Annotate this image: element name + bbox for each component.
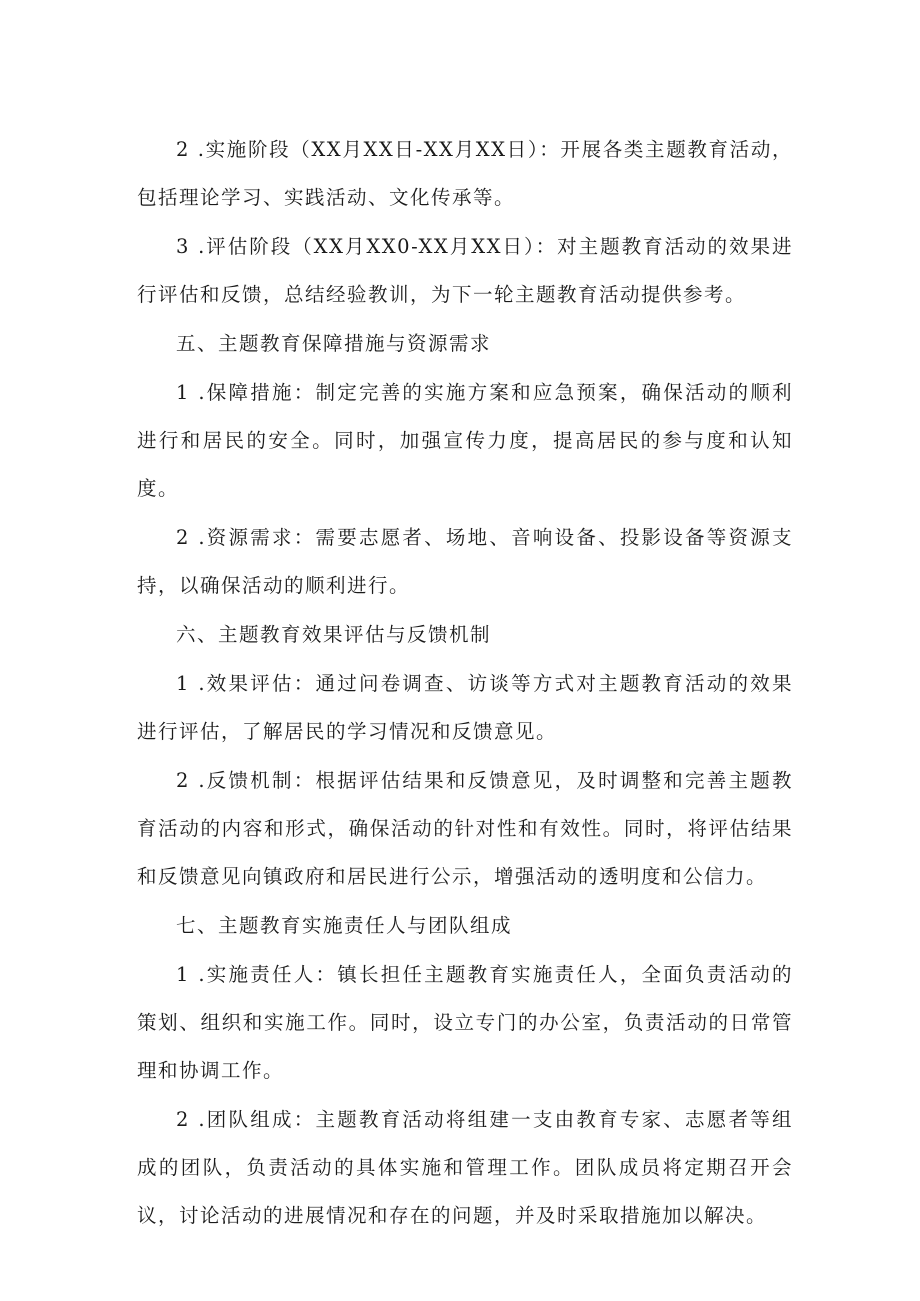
paragraph-feedback: 2 .反馈机制：根据评估结果和反馈意见，及时调整和完善主题教育活动的内容和形式，确保活动的针对性和有效性。同时，将评估结果和反馈意见向镇政府和居民进行公示，增强活动的透明度和公信力。 xyxy=(137,769,793,888)
section-heading-7: 七、主题教育实施责任人与团队组成 xyxy=(176,914,513,937)
paragraph-team: 2 .团队组成：主题教育活动将组建一支由教育专家、志愿者等组成的团队，负责活动的具体实施和管理工作。团队成员将定期召开会议，讨论活动的进展情况和存在的问题，并及时采取措施加以解决。 xyxy=(137,1108,793,1227)
paragraph-stage-3: 3 .评估阶段（XX月XX0-XX月XX日）：对主题教育活动的效果进行评估和反馈，总结经验教训，为下一轮主题教育活动提供参考。 xyxy=(137,235,793,306)
paragraph-evaluation: 1 .效果评估：通过问卷调查、访谈等方式对主题教育活动的效果进行评估，了解居民的学习情况和反馈意见。 xyxy=(137,672,793,743)
section-heading-5: 五、主题教育保障措施与资源需求 xyxy=(176,332,492,355)
document-body xyxy=(137,126,793,1241)
paragraph-responsible-person: 1 .实施责任人：镇长担任主题教育实施责任人，全面负责活动的策划、组织和实施工作。同时，设立专门的办公室，负责活动的日常管理和协调工作。 xyxy=(137,963,793,1082)
paragraph-stage-2: 2 .实施阶段（XX月XX日-XX月XX日）：开展各类主题教育活动，包括理论学习、实践活动、文化传承等。 xyxy=(137,138,793,209)
paragraph-resources: 2 .资源需求：需要志愿者、场地、音响设备、投影设备等资源支持，以确保活动的顺利进行。 xyxy=(137,526,793,597)
paragraph-safeguards: 1 .保障措施：制定完善的实施方案和应急预案，确保活动的顺利进行和居民的安全。同时，加强宣传力度，提高居民的参与度和认知度。 xyxy=(137,381,793,500)
section-heading-6: 六、主题教育效果评估与反馈机制 xyxy=(176,623,492,646)
